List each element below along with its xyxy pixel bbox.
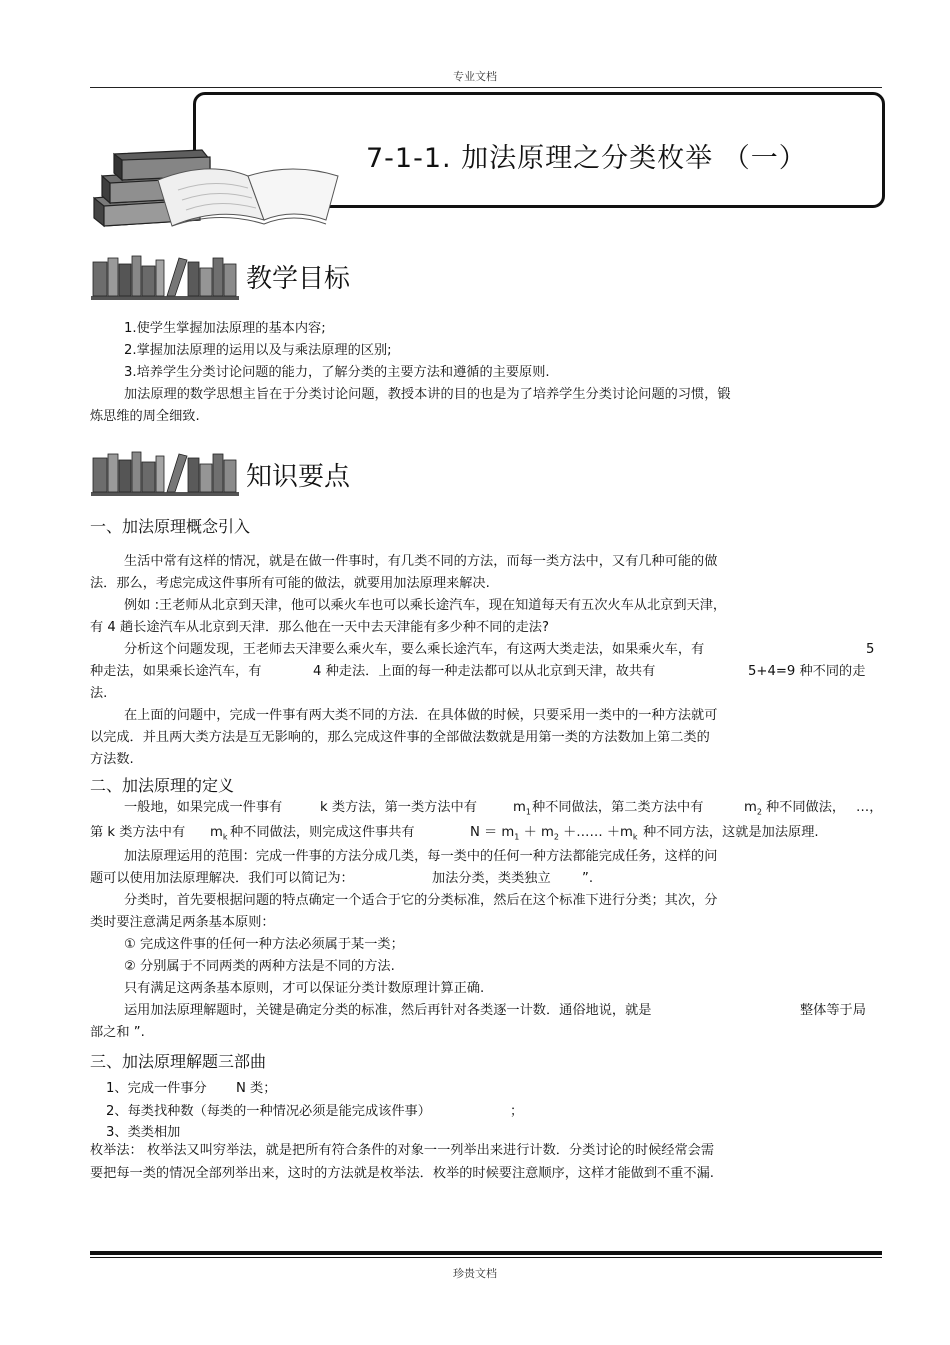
part1-line: 5+4=9 种不同的走: [748, 664, 866, 679]
part2-rule-2: ② 分别属于不同两类的两种方法是不同的方法.: [124, 959, 395, 974]
footer-rule: [90, 1257, 882, 1258]
step-1: 1、完成一件事分: [106, 1081, 207, 1096]
part1-line: 分析这个问题发现，王老师去天津要么乘火车，要么乘长途汽车，有这两大类走法，如果乘火车，有: [124, 642, 705, 657]
books-illustration: [88, 140, 348, 234]
part2-heading: 二、加法原理的定义: [90, 776, 235, 795]
part2-line: 类时要注意满足两条基本原则：: [90, 915, 275, 930]
part2-line: 一般地，如果完成一件事有: [124, 800, 283, 815]
part2-line: 整体等于局: [800, 1003, 866, 1018]
part2-line: 只有满足这两条基本原则，才可以保证分类计数原理计算正确.: [124, 981, 485, 996]
part1-line: 方法数.: [90, 752, 134, 767]
part1-line: 以完成．并且两大类方法是互无影响的，那么完成这件事的全部做法数就是用第一类的方法数加上第二类的: [90, 730, 710, 745]
part2-line: 种不同做法，第二类方法中有: [532, 800, 704, 815]
part2-line: ”.: [582, 871, 594, 886]
part2-line: 分类时，首先要根据问题的特点确定一个适合于它的分类标准，然后在这个标准下进行分类；其次，分: [124, 893, 718, 908]
goal-3: 3.培养学生分类讨论问题的能力，了解分类的主要方法和遵循的主要原则.: [124, 365, 550, 380]
section-title-goals: 教学目标: [246, 264, 351, 294]
part2-line: 第 k 类方法中有: [90, 825, 186, 840]
part2-math: $m_k$: [210, 825, 228, 842]
step-2: ；: [510, 1104, 524, 1119]
page-footer: 珍贵文档: [453, 1267, 497, 1280]
part2-line: 种不同做法，: [766, 800, 846, 815]
part1-line: 在上面的问题中，完成一件事有两大类不同的方法．在具体做的时候，只要采用一类中的一种方法就可: [124, 708, 718, 723]
goal-4a: 加法原理的数学思想主旨在于分类讨论问题，教授本讲的目的也是为了培养学生分类讨论问题的习惯，锻: [124, 387, 731, 402]
part1-line: 4 种走法．上面的每一种走法都可以从北京到天津，故共有: [313, 664, 656, 679]
part1-line: 5: [866, 642, 875, 657]
part2-line: 运用加法原理解题时，关键是确定分类的标准，然后再针对各类逐一计数．通俗地说，就是: [124, 1003, 652, 1018]
part2-rule-1: ① 完成这件事的任何一种方法必须属于某一类；: [124, 937, 404, 952]
part1-line: 有 4 趟长途汽车从北京到天津．那么他在一天中去天津能有多少种不同的走法?: [90, 620, 549, 635]
part3-line: 要把每一类的情况全部列举出来，这时的方法就是枚举法．枚举的时候要注意顺序，这样才能做到不重不漏.: [90, 1166, 715, 1181]
part1-line: 生活中常有这样的情况，就是在做一件事时，有几类不同的方法，而每一类方法中，又有几种可能的做: [124, 554, 718, 569]
part2-formula: $N = m_1 + m_2$ ＋…… $+m_k$: [470, 825, 638, 842]
part1-line: 法．那么，考虑完成这件事所有可能的做法，就要用加法原理来解决.: [90, 576, 490, 591]
part1-line: 法.: [90, 686, 108, 701]
step-2: 2、每类找种数（每类的一种情况必须是能完成该件事）: [106, 1104, 431, 1119]
part3-line: 枚举法： 枚举法又叫穷举法，就是把所有符合条件的对象一一列举出来进行计数．分类讨论的时候经常会需: [90, 1143, 715, 1158]
section-title-knowledge: 知识要点: [246, 462, 351, 492]
part2-line: k 类方法，第一类方法中有: [320, 800, 477, 815]
page-title: 7-1-1. 加法原理之分类枚举 （一）: [366, 143, 807, 174]
goal-1: 1.使学生掌握加法原理的基本内容;: [124, 321, 326, 336]
goal-4b: 炼思维的周全细致.: [90, 409, 200, 424]
part3-heading: 三、加法原理解题三部曲: [90, 1052, 267, 1071]
header-rule: [90, 87, 882, 88]
part2-line: 种不同方法，这就是加法原理.: [643, 825, 819, 840]
step-3: 3、类类相加: [106, 1125, 181, 1140]
part1-heading: 一、加法原理概念引入: [90, 517, 251, 536]
part2-line: 题可以使用加法原理解决．我们可以简记为：: [90, 871, 354, 886]
bookshelf-icon: [91, 252, 239, 304]
footer-rule: [90, 1251, 882, 1255]
part2-math: $m_2$: [744, 800, 762, 817]
part1-line: 例如 :王老师从北京到天津，他可以乘火车也可以乘长途汽车，现在知道每天有五次火车从北京到天津，: [124, 598, 727, 613]
part2-line: 加法分类，类类独立: [432, 871, 551, 886]
page-header: 专业文档: [453, 70, 497, 83]
part2-line: …，: [856, 800, 883, 815]
part2-math: $m_1$: [513, 800, 531, 817]
step-1: N 类；: [236, 1081, 277, 1096]
part2-line: 种不同做法，则完成这件事共有: [230, 825, 415, 840]
bookshelf-icon: [91, 448, 239, 500]
part2-line: 部之和 ”.: [90, 1025, 145, 1040]
part1-line: 种走法，如果乘长途汽车，有: [90, 664, 262, 679]
part2-line: 加法原理运用的范围：完成一件事的方法分成几类，每一类中的任何一种方法都能完成任务，这样的问: [124, 849, 718, 864]
goal-2: 2.掌握加法原理的运用以及与乘法原理的区别;: [124, 343, 392, 358]
